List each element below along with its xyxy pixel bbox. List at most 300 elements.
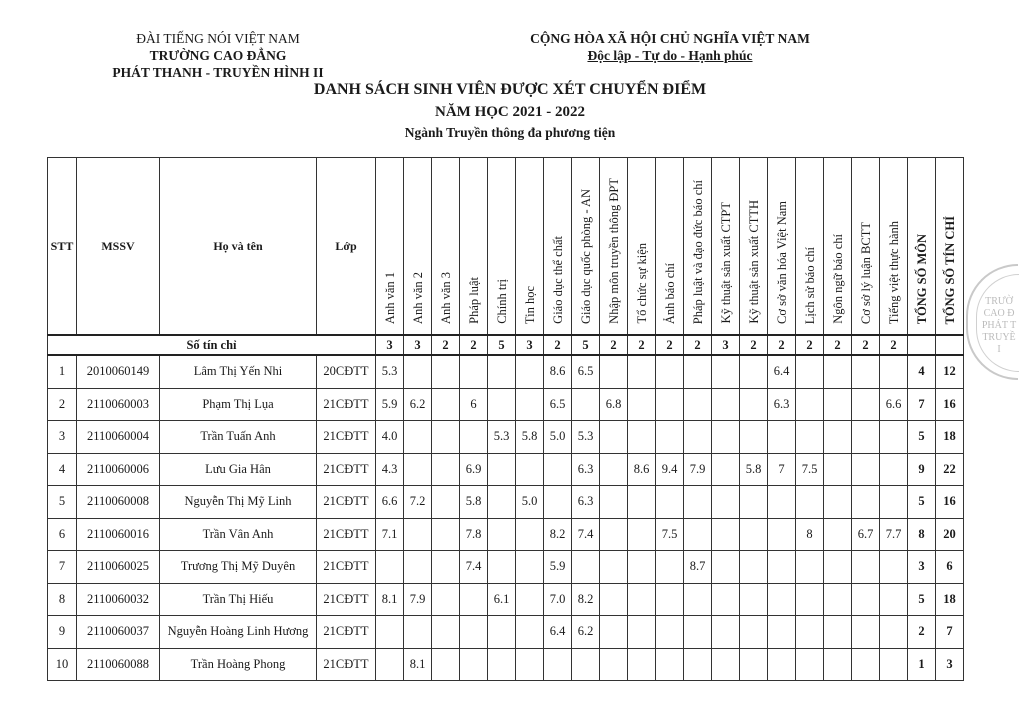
document-title-block <box>260 79 760 143</box>
credit-value: 2 <box>824 335 852 355</box>
row-total-credits: 12 <box>936 355 964 388</box>
national-motto: Độc lập - Tự do - Hạnh phúc <box>587 48 753 63</box>
row-score <box>740 551 768 584</box>
row-score <box>376 616 404 649</box>
row-score: 7.1 <box>376 518 404 551</box>
row-score <box>600 616 628 649</box>
row-score: 6.6 <box>880 388 908 421</box>
row-score: 6.8 <box>600 388 628 421</box>
row-score: 5.9 <box>376 388 404 421</box>
row-score <box>516 648 544 681</box>
row-score: 6.3 <box>572 486 600 519</box>
row-mssv: 2110060025 <box>77 551 160 584</box>
row-score <box>516 518 544 551</box>
header-subject <box>852 158 880 336</box>
row-score <box>852 421 880 454</box>
subject-name: Chính trị <box>494 279 509 324</box>
row-score: 9.4 <box>656 453 684 486</box>
row-score <box>656 421 684 454</box>
row-score <box>572 388 600 421</box>
row-score <box>880 486 908 519</box>
subject-name: Ảnh báo chí <box>662 262 677 324</box>
row-score: 8.6 <box>544 355 572 388</box>
row-score <box>880 648 908 681</box>
header-subject <box>628 158 656 336</box>
row-score <box>824 388 852 421</box>
row-score <box>852 583 880 616</box>
row-stt: 2 <box>48 388 77 421</box>
row-score <box>824 518 852 551</box>
row-score <box>544 486 572 519</box>
row-score: 4.3 <box>376 453 404 486</box>
row-score <box>656 616 684 649</box>
row-score <box>712 388 740 421</box>
row-score <box>796 583 824 616</box>
row-score: 6.6 <box>376 486 404 519</box>
credit-value: 2 <box>740 335 768 355</box>
row-score <box>880 421 908 454</box>
row-score: 6.3 <box>572 453 600 486</box>
issuer-header <box>88 30 348 81</box>
row-score: 5.3 <box>376 355 404 388</box>
row-score <box>740 421 768 454</box>
row-score <box>852 355 880 388</box>
row-score <box>656 583 684 616</box>
row-score <box>460 583 488 616</box>
row-total-subjects: 3 <box>908 551 936 584</box>
row-score <box>432 648 460 681</box>
header-subject <box>544 158 572 336</box>
row-score: 5.3 <box>572 421 600 454</box>
row-score <box>796 648 824 681</box>
row-score <box>852 616 880 649</box>
row-score: 6.7 <box>852 518 880 551</box>
row-score <box>376 648 404 681</box>
header-subject <box>488 158 516 336</box>
row-total-subjects: 9 <box>908 453 936 486</box>
row-score <box>684 616 712 649</box>
row-student-name: Trần Hoàng Phong <box>160 648 317 681</box>
row-score <box>488 486 516 519</box>
row-score <box>432 355 460 388</box>
row-stt: 6 <box>48 518 77 551</box>
header-subject <box>376 158 404 336</box>
header-subject <box>768 158 796 336</box>
row-total-subjects: 8 <box>908 518 936 551</box>
credits-row-label: Số tín chỉ <box>48 335 376 355</box>
row-score <box>600 486 628 519</box>
row-mssv: 2110060003 <box>77 388 160 421</box>
row-score <box>432 421 460 454</box>
header-subject <box>684 158 712 336</box>
row-score <box>796 616 824 649</box>
subject-name: Anh văn 3 <box>438 271 453 324</box>
row-score <box>880 551 908 584</box>
row-score <box>712 355 740 388</box>
row-score <box>432 518 460 551</box>
row-score <box>432 616 460 649</box>
subject-name: Cơ sở văn hóa Việt Nam <box>774 201 789 324</box>
header-mssv: MSSV <box>77 158 160 336</box>
row-score: 5.8 <box>740 453 768 486</box>
row-score <box>684 388 712 421</box>
row-student-name: Nguyễn Thị Mỹ Linh <box>160 486 317 519</box>
header-subject <box>432 158 460 336</box>
seal-text-line: TRƯỜ <box>985 296 1013 307</box>
row-score: 5.0 <box>544 421 572 454</box>
table-row <box>48 355 964 388</box>
row-score <box>404 453 432 486</box>
credit-empty-cell <box>908 335 936 355</box>
row-score: 7 <box>768 453 796 486</box>
row-class: 21CĐTT <box>317 583 376 616</box>
header-stt: STT <box>48 158 77 336</box>
credit-value: 2 <box>544 335 572 355</box>
row-score <box>824 648 852 681</box>
header-subject <box>516 158 544 336</box>
row-score: 7.4 <box>460 551 488 584</box>
row-stt: 5 <box>48 486 77 519</box>
row-total-credits: 6 <box>936 551 964 584</box>
table-row <box>48 453 964 486</box>
credit-empty-cell <box>936 335 964 355</box>
seal-text-line: TRUYỀ <box>982 332 1016 343</box>
row-total-subjects: 4 <box>908 355 936 388</box>
header-subject <box>656 158 684 336</box>
row-student-name: Lưu Gia Hân <box>160 453 317 486</box>
row-score <box>656 648 684 681</box>
table-row <box>48 648 964 681</box>
credit-value: 3 <box>712 335 740 355</box>
row-score <box>824 421 852 454</box>
row-score <box>796 355 824 388</box>
row-score <box>684 421 712 454</box>
row-stt: 4 <box>48 453 77 486</box>
row-score <box>796 551 824 584</box>
row-student-name: Trương Thị Mỹ Duyên <box>160 551 317 584</box>
row-total-subjects: 2 <box>908 616 936 649</box>
row-score <box>712 616 740 649</box>
row-mssv: 2110060088 <box>77 648 160 681</box>
row-total-credits: 20 <box>936 518 964 551</box>
row-score: 8.1 <box>404 648 432 681</box>
row-score <box>712 648 740 681</box>
table-row <box>48 616 964 649</box>
issuer-agency: ĐÀI TIẾNG NÓI VIỆT NAM <box>136 31 300 46</box>
total-header-label: TỔNG SỐ TÍN CHỈ <box>942 215 957 324</box>
subject-name: Kỹ thuật sản xuất CTTH <box>746 200 761 324</box>
row-score <box>376 551 404 584</box>
row-student-name: Trần Vân Anh <box>160 518 317 551</box>
subject-name: Nhập môn truyền thông ĐPT <box>606 178 621 324</box>
subject-name: Tin học <box>522 285 537 324</box>
subject-name: Pháp luật và đạo đức báo chí <box>690 179 705 324</box>
seal-text-line: I <box>997 344 1001 355</box>
row-score <box>768 648 796 681</box>
row-score <box>488 388 516 421</box>
row-score <box>796 388 824 421</box>
row-score: 6.4 <box>768 355 796 388</box>
row-score <box>740 518 768 551</box>
row-score <box>460 355 488 388</box>
table-body <box>48 355 964 681</box>
row-class: 21CĐTT <box>317 421 376 454</box>
row-score <box>880 355 908 388</box>
row-score <box>628 648 656 681</box>
row-score <box>516 355 544 388</box>
table-row <box>48 583 964 616</box>
row-class: 21CĐTT <box>317 616 376 649</box>
row-class: 21CĐTT <box>317 453 376 486</box>
header-subject <box>796 158 824 336</box>
total-header-label: TỔNG SỐ MÔN <box>914 233 929 324</box>
row-student-name: Phạm Thị Lụa <box>160 388 317 421</box>
row-score <box>516 616 544 649</box>
credit-value: 2 <box>768 335 796 355</box>
row-score <box>516 551 544 584</box>
row-score <box>852 648 880 681</box>
row-score <box>628 355 656 388</box>
row-score <box>740 486 768 519</box>
row-score <box>488 355 516 388</box>
row-score <box>656 486 684 519</box>
row-mssv: 2110060032 <box>77 583 160 616</box>
subject-name: Cơ sở lý luận BCTT <box>858 221 873 324</box>
row-score <box>488 616 516 649</box>
row-score <box>404 551 432 584</box>
table-row <box>48 388 964 421</box>
row-score <box>628 388 656 421</box>
subject-name: Anh văn 1 <box>382 271 397 324</box>
row-score <box>880 453 908 486</box>
table-row <box>48 551 964 584</box>
row-student-name: Trần Tuấn Anh <box>160 421 317 454</box>
row-score: 7.7 <box>880 518 908 551</box>
seal-text-line: CAO Đ <box>983 308 1015 319</box>
row-score <box>432 453 460 486</box>
credit-value: 5 <box>488 335 516 355</box>
row-score <box>684 486 712 519</box>
row-score: 5.8 <box>516 421 544 454</box>
row-total-credits: 7 <box>936 616 964 649</box>
row-score: 8.7 <box>684 551 712 584</box>
row-score <box>824 486 852 519</box>
row-score: 7.4 <box>572 518 600 551</box>
table-header-row <box>48 158 964 336</box>
row-mssv: 2110060008 <box>77 486 160 519</box>
row-score <box>544 453 572 486</box>
row-score <box>712 518 740 551</box>
row-score <box>768 421 796 454</box>
row-score <box>824 355 852 388</box>
row-student-name: Lâm Thị Yến Nhi <box>160 355 317 388</box>
row-total-subjects: 1 <box>908 648 936 681</box>
row-score <box>768 518 796 551</box>
row-total-credits: 22 <box>936 453 964 486</box>
row-score <box>684 518 712 551</box>
row-score <box>432 388 460 421</box>
header-subject <box>824 158 852 336</box>
row-class: 21CĐTT <box>317 518 376 551</box>
row-score <box>600 583 628 616</box>
issuer-school-line2: PHÁT THANH - TRUYỀN HÌNH II <box>112 65 324 80</box>
row-score <box>880 616 908 649</box>
row-score <box>740 583 768 616</box>
row-score: 6.2 <box>404 388 432 421</box>
row-score: 6.1 <box>488 583 516 616</box>
row-score <box>740 355 768 388</box>
subject-name: Tổ chức sự kiện <box>634 243 649 324</box>
subject-name: Anh văn 2 <box>410 271 425 324</box>
row-score <box>628 518 656 551</box>
row-score: 5.3 <box>488 421 516 454</box>
row-score <box>796 486 824 519</box>
row-student-name: Trần Thị Hiếu <box>160 583 317 616</box>
credit-value: 2 <box>600 335 628 355</box>
row-score <box>488 551 516 584</box>
row-score: 8.6 <box>628 453 656 486</box>
row-score <box>600 355 628 388</box>
row-score <box>824 453 852 486</box>
row-score <box>516 453 544 486</box>
row-score <box>600 551 628 584</box>
row-score <box>404 518 432 551</box>
row-class: 21CĐTT <box>317 551 376 584</box>
row-score: 6.5 <box>544 388 572 421</box>
subject-name: Tiếng việt thực hành <box>886 220 901 324</box>
row-score <box>600 453 628 486</box>
row-score: 5.9 <box>544 551 572 584</box>
row-score <box>712 583 740 616</box>
row-score <box>712 453 740 486</box>
seal-text <box>980 296 1018 356</box>
row-score: 7.0 <box>544 583 572 616</box>
table-row <box>48 486 964 519</box>
header-subject <box>600 158 628 336</box>
subject-name: Giáo dục thể chất <box>550 236 565 324</box>
credit-value: 2 <box>880 335 908 355</box>
row-score <box>488 648 516 681</box>
credit-value: 3 <box>376 335 404 355</box>
row-score <box>628 616 656 649</box>
table-row <box>48 518 964 551</box>
row-score: 5.8 <box>460 486 488 519</box>
row-score <box>404 421 432 454</box>
row-stt: 7 <box>48 551 77 584</box>
row-score <box>488 453 516 486</box>
header-subject <box>460 158 488 336</box>
row-mssv: 2110060004 <box>77 421 160 454</box>
row-score <box>768 486 796 519</box>
row-score <box>824 583 852 616</box>
row-score <box>740 648 768 681</box>
header-subject <box>572 158 600 336</box>
row-score: 7.8 <box>460 518 488 551</box>
row-score: 6 <box>460 388 488 421</box>
row-score: 6.2 <box>572 616 600 649</box>
major-name: Ngành Truyền thông đa phương tiện <box>404 125 616 140</box>
row-score: 6.5 <box>572 355 600 388</box>
row-score <box>432 583 460 616</box>
credit-value: 2 <box>796 335 824 355</box>
subject-name: Lịch sử báo chí <box>802 246 817 324</box>
row-score <box>544 648 572 681</box>
subject-name: Ngôn ngữ báo chí <box>830 234 845 324</box>
row-score: 8.2 <box>572 583 600 616</box>
subject-name: Giáo dục quốc phòng - AN <box>578 188 593 324</box>
country-name: CỘNG HÒA XÃ HỘI CHỦ NGHĨA VIỆT NAM <box>530 31 810 46</box>
row-class: 21CĐTT <box>317 486 376 519</box>
row-score <box>768 616 796 649</box>
row-score <box>852 551 880 584</box>
credit-value: 2 <box>432 335 460 355</box>
row-score <box>600 421 628 454</box>
row-score <box>852 486 880 519</box>
row-total-subjects: 5 <box>908 583 936 616</box>
row-score <box>404 616 432 649</box>
row-score <box>656 551 684 584</box>
header-total-subjects <box>908 158 936 336</box>
row-score: 8.1 <box>376 583 404 616</box>
row-total-subjects: 5 <box>908 486 936 519</box>
row-score <box>516 388 544 421</box>
row-score <box>628 583 656 616</box>
header-class: Lớp <box>317 158 376 336</box>
row-stt: 9 <box>48 616 77 649</box>
credit-value: 3 <box>404 335 432 355</box>
grades-table <box>47 157 964 681</box>
row-score <box>656 388 684 421</box>
row-stt: 8 <box>48 583 77 616</box>
row-mssv: 2010060149 <box>77 355 160 388</box>
row-score: 8 <box>796 518 824 551</box>
row-stt: 1 <box>48 355 77 388</box>
header-subject <box>880 158 908 336</box>
row-score: 7.9 <box>404 583 432 616</box>
row-score <box>740 388 768 421</box>
national-motto-header <box>510 30 830 64</box>
row-score: 6.3 <box>768 388 796 421</box>
row-score: 7.5 <box>796 453 824 486</box>
row-score <box>768 583 796 616</box>
seal-text-line: PHÁT T <box>981 320 1017 331</box>
row-score: 6.4 <box>544 616 572 649</box>
credit-value: 2 <box>852 335 880 355</box>
row-mssv: 2110060016 <box>77 518 160 551</box>
row-score <box>516 583 544 616</box>
row-class: 21CĐTT <box>317 648 376 681</box>
credit-value: 5 <box>572 335 600 355</box>
row-score <box>852 388 880 421</box>
row-score: 4.0 <box>376 421 404 454</box>
row-score <box>628 486 656 519</box>
row-class: 21CĐTT <box>317 388 376 421</box>
academic-year: NĂM HỌC 2021 - 2022 <box>435 104 585 120</box>
row-score <box>712 486 740 519</box>
credit-value: 2 <box>628 335 656 355</box>
row-total-subjects: 7 <box>908 388 936 421</box>
row-total-credits: 3 <box>936 648 964 681</box>
row-score <box>600 648 628 681</box>
row-score <box>600 518 628 551</box>
row-score <box>628 551 656 584</box>
table-row <box>48 421 964 454</box>
header-total-credits <box>936 158 964 336</box>
row-student-name: Nguyễn Hoàng Linh Hương <box>160 616 317 649</box>
row-total-credits: 18 <box>936 421 964 454</box>
credit-value: 3 <box>516 335 544 355</box>
subject-name: Kỹ thuật sản xuất CTPT <box>718 202 733 324</box>
